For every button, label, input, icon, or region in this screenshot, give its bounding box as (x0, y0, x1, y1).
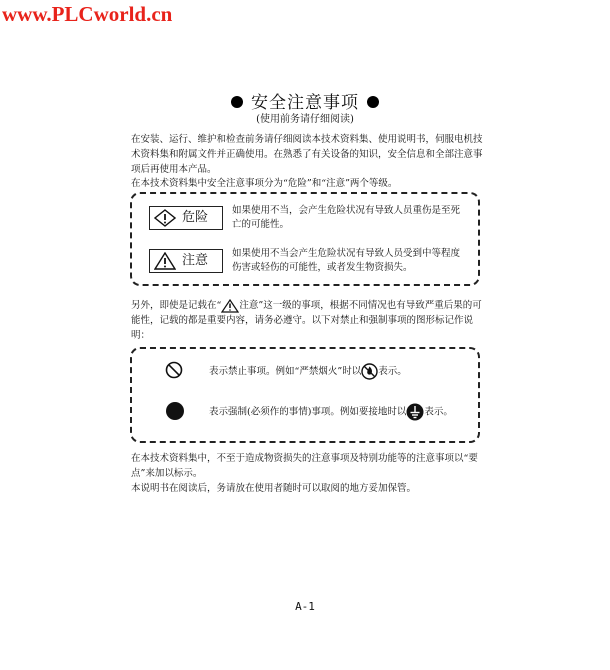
caution-label (149, 249, 223, 273)
middle-caution-label: 注意 (239, 300, 259, 311)
prohibition-text-before: 表示禁止事项。例如“严禁烟火”时以 (209, 366, 362, 377)
caution-triangle-icon (221, 299, 239, 313)
key-points-paragraph: 在本技术资料集中，不至于造成物资损失的注意事项及特别功能等的注意事项以“要点”来加以标示。 (131, 453, 478, 479)
mandatory-icon (165, 401, 185, 421)
danger-label-text: 危险 (182, 210, 209, 225)
bullet-dot-icon (231, 96, 243, 108)
prohibition-icon (165, 361, 183, 379)
intro-levels-sentence: 在本技术资料集中安全注意事项分为“危险”和“注意”两个等级。 (131, 178, 398, 189)
prohibition-text-after: 表示。 (378, 366, 407, 377)
danger-label (149, 206, 223, 230)
title-text: 安全注意事项 (251, 93, 359, 113)
page-number: A-1 (295, 600, 315, 613)
intro-paragraph: 在安装、运行、维护和检查前务请仔细阅读本技术资料集、使用说明书，伺服电机技术资料集和附属文件并正确使用。在熟悉了有关设备的知识，安全信息和全部注意事项后再使用本产品。 (131, 134, 483, 175)
danger-warning-icon (154, 209, 176, 227)
mandatory-text-before: 表示强制(必须作的事情)事项。例如要接地时以 (209, 406, 407, 418)
middle-text-before: 另外，即使是记载在“ (131, 300, 222, 311)
ground-icon (406, 403, 424, 421)
watermark: www.PLCworld.cn (2, 2, 173, 26)
middle-text-after: ”这一级的事项，根据不同情况也有导致严重后果的可能性，记载的都是重要内容，请务必遵守。以下对禁止和强制事项的图形标记作说明： (131, 300, 482, 341)
no-fire-icon (361, 363, 378, 380)
caution-label-text: 注意 (182, 253, 209, 268)
caution-description: 如果使用不当会产生危险状况有导致人员受到中等程度伤害或轻伤的可能性，或者发生物资损失。 (232, 248, 461, 273)
mandatory-text-after: 表示。 (424, 406, 453, 418)
storage-paragraph: 本说明书在阅读后，务请放在使用者随时可以取阅的地方妥加保管。 (131, 483, 417, 494)
symbol-explanation-paragraph (131, 298, 483, 343)
mandatory-description (209, 403, 453, 421)
bullet-dot-icon (367, 96, 379, 108)
danger-description: 如果使用不当，会产生危险状况有导致人员重伤是至死亡的可能性。 (232, 205, 461, 230)
page-subtitle: (使用前务请仔细阅读) (256, 114, 354, 125)
prohibition-description (209, 363, 407, 380)
caution-warning-icon (154, 252, 176, 270)
